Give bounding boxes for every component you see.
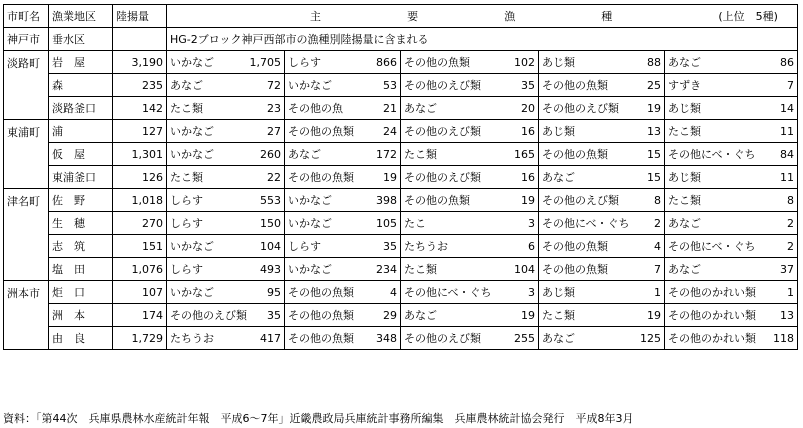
species-name: その他のかれい類 [668,286,756,299]
species-cell [285,212,401,235]
species-amount: 16 [521,124,535,138]
species-cell [285,304,401,327]
header-area: 市町名 [4,5,49,28]
species-name: いかなご [288,217,332,230]
species-name: しらす [170,194,203,207]
species-cell [665,189,798,212]
species-name: いかなご [170,56,214,69]
species-name: その他にべ・ぐち [404,286,492,299]
species-name: その他の魚 [288,102,343,115]
species-name: あなご [404,309,437,322]
species-cell [401,97,539,120]
district-cell: 淡路釜口 [49,97,113,120]
species-amount: 104 [260,239,281,253]
species-cell [401,327,539,350]
species-amount: 19 [647,101,661,115]
species-name: あじ類 [542,125,575,138]
species-cell [665,74,798,97]
species-amount: 1 [787,285,794,299]
species-amount: 86 [780,55,794,69]
area-cell: 東浦町 [4,120,49,189]
species-amount: 125 [640,331,661,345]
species-cell [167,327,285,350]
species-name: たちうお [170,332,214,345]
landing-total-cell: 270 [113,212,167,235]
table-row [4,166,798,189]
table-row [4,258,798,281]
species-amount: 4 [654,239,661,253]
species-amount: 398 [376,193,397,207]
species-amount: 14 [780,101,794,115]
species-name: その他の魚類 [288,286,354,299]
species-name: その他の魚類 [288,332,354,345]
species-cell [285,143,401,166]
species-name: その他の魚類 [288,125,354,138]
species-name: あじ類 [542,286,575,299]
species-amount: 16 [521,170,535,184]
landing-total-cell: 1,301 [113,143,167,166]
species-amount: 102 [514,55,535,69]
species-name: しらす [170,217,203,230]
species-amount: 21 [383,101,397,115]
species-cell [401,235,539,258]
species-cell [539,189,665,212]
species-amount: 22 [267,170,281,184]
species-name: その他のえび類 [170,309,247,322]
species-name: いかなご [170,240,214,253]
district-cell: 東浦釜口 [49,166,113,189]
district-cell: 佐 野 [49,189,113,212]
species-name: いかなご [288,79,332,92]
species-name: その他のえび類 [404,79,481,92]
species-amount: 35 [267,308,281,322]
species-name: あなご [288,148,321,161]
source-note: 資料：「第44次 兵庫県農林水産統計年報 平成6～7年」近畿農政局兵庫統計事務所編集 兵庫農林統計協会発行 平成8年3月 [3,412,634,425]
district-cell: 浦 [49,120,113,143]
species-name: あじ類 [542,56,575,69]
species-amount: 1,705 [249,55,281,69]
species-name: たこ類 [668,125,701,138]
species-name: いかなご [170,125,214,138]
header-species-char: 漁 [504,10,516,23]
species-cell [167,258,285,281]
species-name: その他の魚類 [542,148,608,161]
species-name: その他のかれい類 [668,309,756,322]
district-cell: 仮 屋 [49,143,113,166]
species-amount: 417 [260,331,281,345]
species-cell [665,327,798,350]
species-cell [285,166,401,189]
table-row [4,281,798,304]
species-name: あなご [668,217,701,230]
species-name: あなご [668,56,701,69]
area-cell: 津名町 [4,189,49,281]
species-amount: 24 [383,124,397,138]
species-name: すずき [668,79,702,92]
species-amount: 165 [514,147,535,161]
species-amount: 20 [521,101,535,115]
species-cell [539,143,665,166]
species-cell [285,74,401,97]
species-cell [167,143,285,166]
species-name: しらす [170,263,203,276]
species-amount: 13 [780,308,794,322]
species-amount: 260 [260,147,281,161]
species-name: いかなご [170,148,214,161]
species-cell [539,51,665,74]
species-cell [167,189,285,212]
species-cell [665,51,798,74]
table-row [4,120,798,143]
species-amount: 2 [654,216,661,230]
species-cell [285,51,401,74]
species-cell [401,120,539,143]
species-name: その他の魚類 [542,263,608,276]
species-cell [285,327,401,350]
species-cell [539,212,665,235]
landing-total-cell: 1,729 [113,327,167,350]
species-name: その他にべ・ぐち [542,217,630,230]
species-cell [539,74,665,97]
species-name: あなご [668,263,701,276]
table-row [4,212,798,235]
district-cell: 生 穂 [49,212,113,235]
header-landing: 陸揚量 [113,5,167,28]
table-row [4,304,798,327]
district-cell: 岩 屋 [49,51,113,74]
species-cell [285,281,401,304]
species-amount: 11 [780,124,794,138]
species-amount: 866 [376,55,397,69]
table-row [4,327,798,350]
table-row [4,235,798,258]
area-cell: 神戸市 [4,28,49,51]
species-amount: 15 [647,170,661,184]
landing-table [3,4,798,350]
species-name: あじ類 [668,102,701,115]
header-species-note: (上位 5種) [718,10,778,23]
landing-total-cell: 1,076 [113,258,167,281]
species-cell [401,166,539,189]
species-amount: 19 [647,308,661,322]
species-amount: 27 [267,124,281,138]
species-amount: 84 [780,147,794,161]
species-cell [167,97,285,120]
header-species [167,5,798,28]
species-amount: 104 [514,262,535,276]
header-species-char: 主 [310,10,321,23]
species-name: その他のえび類 [404,171,481,184]
species-name: いかなご [170,286,214,299]
species-amount: 2 [787,216,794,230]
district-cell: 由 良 [49,327,113,350]
species-name: その他の魚類 [404,56,470,69]
species-cell [665,281,798,304]
species-cell [167,51,285,74]
landing-total-cell: 126 [113,166,167,189]
table-row [4,51,798,74]
species-cell [285,258,401,281]
species-cell [665,97,798,120]
species-amount: 3 [528,285,535,299]
species-cell [167,281,285,304]
species-cell [401,51,539,74]
species-amount: 150 [260,216,281,230]
species-cell [539,120,665,143]
species-cell [665,235,798,258]
species-amount: 19 [521,308,535,322]
landing-total-cell: 127 [113,120,167,143]
species-cell [665,120,798,143]
species-cell [539,327,665,350]
species-amount: 1 [654,285,661,299]
landing-total-cell: 151 [113,235,167,258]
landing-total-cell: 1,018 [113,189,167,212]
species-cell [665,166,798,189]
species-amount: 234 [376,262,397,276]
species-name: あなご [170,79,203,92]
species-cell [285,120,401,143]
species-cell [539,281,665,304]
species-name: たこ類 [404,263,437,276]
species-amount: 8 [654,193,661,207]
species-cell [401,212,539,235]
species-amount: 15 [647,147,661,161]
species-amount: 2 [787,239,794,253]
species-cell [665,304,798,327]
species-name: その他の魚類 [542,79,608,92]
species-cell [167,120,285,143]
species-name: その他のえび類 [542,102,619,115]
kobe-row [4,28,798,51]
species-amount: 72 [267,78,281,92]
species-amount: 23 [267,101,281,115]
species-cell [167,235,285,258]
landing-total-cell: 235 [113,74,167,97]
header-district: 漁業地区 [49,5,113,28]
species-amount: 6 [528,239,535,253]
species-name: その他のえび類 [542,194,619,207]
species-name: たこ類 [542,309,575,322]
species-cell [285,235,401,258]
species-cell [401,258,539,281]
landing-cell [113,28,167,51]
kobe-note: HG-2ブロック神戸西部市の漁種別陸揚量に含まれる [167,28,798,51]
species-cell [401,304,539,327]
header-species-char: 要 [407,10,419,23]
species-amount: 8 [787,193,794,207]
species-amount: 29 [383,308,397,322]
district-cell: 森 [49,74,113,97]
species-name: あじ類 [668,171,701,184]
species-cell [285,189,401,212]
species-amount: 105 [376,216,397,230]
species-name: その他の魚類 [288,309,354,322]
species-cell [665,212,798,235]
table-row [4,74,798,97]
species-cell [539,258,665,281]
species-amount: 11 [780,170,794,184]
species-cell [167,304,285,327]
species-cell [401,74,539,97]
species-name: しらす [288,56,321,69]
species-cell [167,212,285,235]
area-cell: 洲本市 [4,281,49,350]
species-name: その他のえび類 [404,125,481,138]
species-amount: 88 [647,55,661,69]
species-amount: 118 [773,331,794,345]
landing-total-cell: 107 [113,281,167,304]
species-name: その他の魚類 [404,194,470,207]
district-cell: 志 筑 [49,235,113,258]
species-name: いかなご [288,194,332,207]
landing-total-cell: 142 [113,97,167,120]
species-amount: 348 [376,331,397,345]
species-cell [539,304,665,327]
species-amount: 19 [521,193,535,207]
species-name: たちうお [404,240,448,253]
species-amount: 95 [267,285,281,299]
species-amount: 13 [647,124,661,138]
species-name: いかなご [288,263,332,276]
species-name: たこ類 [170,102,203,115]
species-amount: 35 [521,78,535,92]
species-cell [401,143,539,166]
species-cell [539,235,665,258]
species-amount: 37 [780,262,794,276]
species-name: その他のえび類 [404,332,481,345]
species-amount: 53 [383,78,397,92]
species-cell [167,166,285,189]
header-species-char: 種 [601,10,613,23]
species-amount: 493 [260,262,281,276]
species-name: たこ類 [170,171,203,184]
species-name: あなご [404,102,437,115]
species-amount: 7 [654,262,661,276]
species-name: たこ類 [668,194,701,207]
species-cell [539,166,665,189]
table-row [4,143,798,166]
species-amount: 172 [376,147,397,161]
table-row [4,189,798,212]
species-amount: 19 [383,170,397,184]
district-cell: 炬 口 [49,281,113,304]
species-name: しらす [288,240,321,253]
district-cell: 塩 田 [49,258,113,281]
species-cell [665,258,798,281]
header-row [4,5,798,28]
landing-total-cell: 3,190 [113,51,167,74]
species-amount: 7 [787,78,794,92]
species-amount: 35 [383,239,397,253]
species-name: たこ [404,217,426,230]
district-cell: 洲 本 [49,304,113,327]
species-amount: 553 [260,193,281,207]
species-name: その他のかれい類 [668,332,756,345]
species-amount: 255 [514,331,535,345]
species-amount: 25 [647,78,661,92]
species-cell [285,97,401,120]
species-name: たこ類 [404,148,437,161]
species-cell [539,97,665,120]
species-cell [401,281,539,304]
species-name: その他にべ・ぐち [668,148,756,161]
species-cell [401,189,539,212]
species-amount: 4 [390,285,397,299]
species-name: その他の魚類 [288,171,354,184]
species-cell [665,143,798,166]
species-name: その他にべ・ぐち [668,240,756,253]
species-amount: 3 [528,216,535,230]
species-name: その他の魚類 [542,240,608,253]
area-cell: 淡路町 [4,51,49,120]
species-cell [167,74,285,97]
district-cell: 垂水区 [49,28,113,51]
species-name: あなご [542,171,575,184]
landing-total-cell: 174 [113,304,167,327]
table-row [4,97,798,120]
species-name: あなご [542,332,575,345]
